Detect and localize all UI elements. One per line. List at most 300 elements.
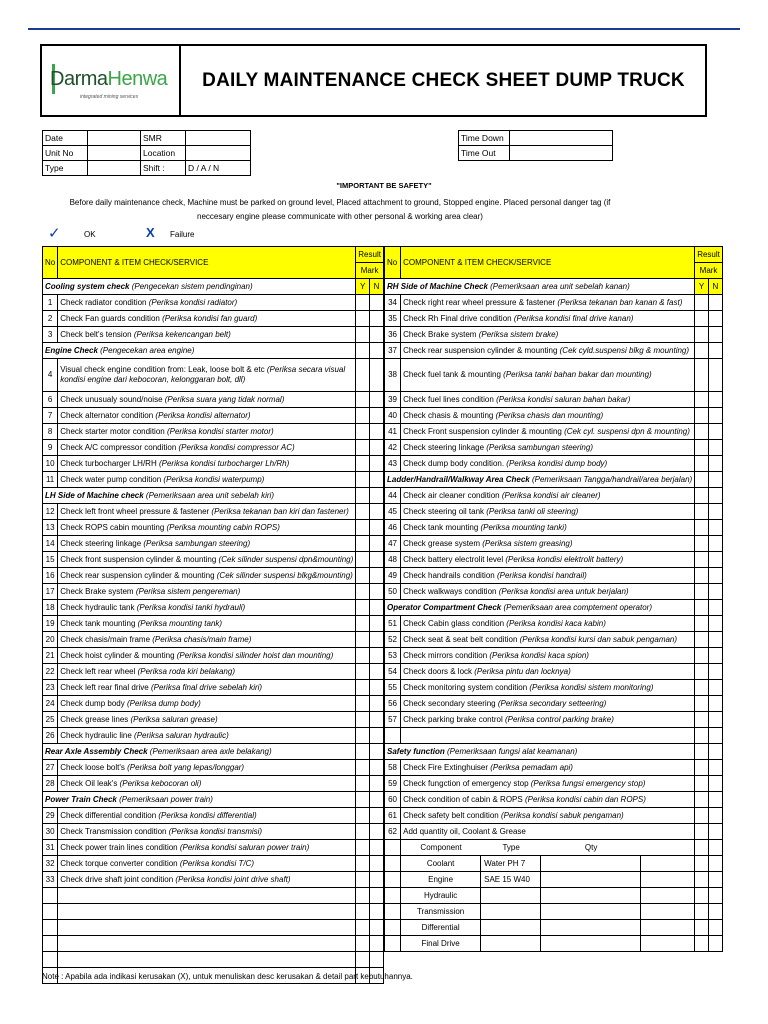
item-description	[58, 472, 356, 488]
mark-n-cell[interactable]	[708, 808, 722, 824]
mark-y-cell[interactable]	[356, 936, 370, 952]
section-translation: (Pemeriksaan area unit sebelah kanan)	[490, 282, 630, 291]
item-number	[43, 952, 58, 968]
mark-n-cell[interactable]	[370, 952, 384, 968]
mark-n-cell[interactable]	[370, 824, 384, 840]
fluid-qty-field[interactable]	[541, 888, 641, 903]
section-row	[385, 600, 723, 616]
item-translation: (Periksa kondisi compressor AC)	[178, 443, 295, 452]
mark-n-cell[interactable]	[708, 632, 722, 648]
mark-y-cell[interactable]	[356, 632, 370, 648]
mark-y-cell[interactable]	[695, 343, 709, 359]
mark-n-cell[interactable]	[370, 744, 384, 760]
item-description	[58, 904, 356, 920]
mark-y-cell[interactable]	[695, 424, 709, 440]
mark-n-cell[interactable]	[708, 552, 722, 568]
item-description	[58, 295, 356, 311]
mark-n-cell[interactable]	[370, 327, 384, 343]
mark-y-cell[interactable]	[695, 888, 709, 904]
mark-n-cell[interactable]	[370, 904, 384, 920]
mark-y-cell[interactable]	[356, 824, 370, 840]
mark-y-cell[interactable]	[356, 744, 370, 760]
mark-n-cell[interactable]	[708, 311, 722, 327]
item-text: Check left rear final drive	[60, 683, 151, 692]
checklist-row	[385, 664, 723, 680]
header-no: No	[43, 247, 58, 279]
mark-n-cell[interactable]	[370, 359, 384, 392]
header-component: COMPONENT & ITEM CHECK/SERVICE	[58, 247, 356, 279]
mark-y-cell[interactable]	[356, 920, 370, 936]
mark-y-cell[interactable]	[356, 488, 370, 504]
mark-n-cell[interactable]	[708, 600, 722, 616]
mark-y-header: Y	[695, 279, 709, 295]
mark-n-cell[interactable]	[370, 311, 384, 327]
info-value-field[interactable]	[186, 131, 251, 146]
mark-y-cell[interactable]	[356, 552, 370, 568]
fluid-type-field[interactable]: Water PH 7	[481, 856, 541, 871]
fluid-type-field[interactable]	[481, 936, 541, 951]
mark-y-cell[interactable]	[356, 456, 370, 472]
item-number: 40	[385, 408, 401, 424]
fluid-row	[385, 888, 723, 904]
mark-n-cell[interactable]	[708, 408, 722, 424]
item-number	[385, 904, 401, 920]
mark-y-cell[interactable]	[356, 856, 370, 872]
checklist-row	[43, 536, 384, 552]
mark-y-cell[interactable]	[695, 712, 709, 728]
checklist-row	[43, 808, 384, 824]
mark-n-cell[interactable]	[708, 824, 722, 840]
checklist-row	[43, 600, 384, 616]
item-number: 6	[43, 392, 58, 408]
mark-y-cell[interactable]	[695, 776, 709, 792]
mark-y-cell[interactable]	[695, 808, 709, 824]
mark-n-cell[interactable]	[370, 712, 384, 728]
fluid-col-component: Component	[420, 843, 462, 852]
item-description	[58, 664, 356, 680]
mark-n-cell[interactable]	[708, 696, 722, 712]
mark-n-cell[interactable]	[708, 424, 722, 440]
mark-n-cell[interactable]	[708, 728, 722, 744]
mark-y-cell[interactable]	[695, 440, 709, 456]
mark-n-cell[interactable]	[708, 888, 722, 904]
item-translation: (Periksa kondisi starter motor)	[166, 427, 274, 436]
mark-y-cell[interactable]	[695, 632, 709, 648]
mark-y-cell[interactable]	[695, 488, 709, 504]
item-number: 24	[43, 696, 58, 712]
mark-y-cell[interactable]	[356, 904, 370, 920]
mark-n-cell[interactable]	[708, 840, 722, 856]
item-translation: (Periksa pintu dan locknya)	[474, 667, 571, 676]
mark-n-cell[interactable]	[370, 408, 384, 424]
mark-n-cell[interactable]	[708, 792, 722, 808]
mark-y-cell[interactable]	[695, 696, 709, 712]
item-text: Check grease system	[403, 539, 483, 548]
mark-y-cell[interactable]	[695, 295, 709, 311]
mark-n-cell[interactable]	[370, 584, 384, 600]
mark-y-cell[interactable]	[695, 680, 709, 696]
mark-n-cell[interactable]	[708, 744, 722, 760]
mark-n-cell[interactable]	[370, 632, 384, 648]
mark-n-cell[interactable]	[370, 600, 384, 616]
mark-y-cell[interactable]	[695, 311, 709, 327]
item-translation: (Periksa sistem pengereman)	[135, 587, 241, 596]
mark-y-cell[interactable]	[695, 616, 709, 632]
mark-y-cell[interactable]	[695, 744, 709, 760]
mark-n-cell[interactable]	[708, 760, 722, 776]
section-row	[385, 279, 723, 295]
item-translation: (Periksa kebocoran oli)	[119, 779, 202, 788]
mark-y-cell[interactable]	[356, 359, 370, 392]
mark-y-cell[interactable]	[695, 536, 709, 552]
mark-n-cell[interactable]	[370, 568, 384, 584]
mark-y-cell[interactable]	[695, 872, 709, 888]
checklist-row	[43, 584, 384, 600]
item-number: 25	[43, 712, 58, 728]
fluid-qty-field[interactable]	[541, 872, 641, 887]
checklist-row	[385, 824, 723, 840]
mark-n-cell[interactable]	[708, 440, 722, 456]
mark-n-cell[interactable]	[708, 520, 722, 536]
mark-y-cell[interactable]	[695, 456, 709, 472]
mark-n-cell[interactable]	[708, 920, 722, 936]
mark-n-cell[interactable]	[370, 616, 384, 632]
mark-n-cell[interactable]	[708, 872, 722, 888]
mark-y-cell[interactable]	[356, 648, 370, 664]
mark-n-cell[interactable]	[370, 536, 384, 552]
mark-n-cell[interactable]	[708, 343, 722, 359]
mark-y-cell[interactable]	[695, 760, 709, 776]
mark-n-cell[interactable]	[370, 392, 384, 408]
mark-y-cell[interactable]	[695, 936, 709, 952]
section-row	[43, 792, 384, 808]
mark-n-cell[interactable]	[708, 568, 722, 584]
mark-n-cell[interactable]	[708, 584, 722, 600]
checklist-row	[385, 295, 723, 311]
mark-n-cell[interactable]	[370, 472, 384, 488]
item-translation: (Periksa kondisi waterpump)	[163, 475, 265, 484]
mark-n-cell[interactable]	[708, 680, 722, 696]
mark-y-cell[interactable]	[356, 696, 370, 712]
item-text: Check grease lines	[60, 715, 131, 724]
mark-n-cell[interactable]	[708, 648, 722, 664]
mark-y-cell[interactable]	[356, 808, 370, 824]
mark-n-cell[interactable]	[370, 920, 384, 936]
mark-y-cell[interactable]	[356, 295, 370, 311]
mark-n-cell[interactable]	[708, 664, 722, 680]
section-row	[43, 279, 384, 295]
item-number	[385, 728, 401, 744]
mark-y-cell[interactable]	[695, 504, 709, 520]
fluid-cells	[401, 856, 695, 872]
mark-n-cell[interactable]	[370, 520, 384, 536]
mark-y-cell[interactable]	[356, 728, 370, 744]
item-text: Check chasis & mounting	[403, 411, 496, 420]
mark-y-cell[interactable]	[695, 792, 709, 808]
mark-n-cell[interactable]	[370, 504, 384, 520]
mark-y-cell[interactable]	[356, 536, 370, 552]
mark-y-cell[interactable]	[356, 840, 370, 856]
item-description	[58, 728, 356, 744]
item-number: 10	[43, 456, 58, 472]
checklist-row	[43, 456, 384, 472]
mark-y-cell[interactable]	[695, 856, 709, 872]
checklist-row	[43, 616, 384, 632]
mark-n-cell[interactable]	[370, 295, 384, 311]
mark-n-cell[interactable]	[370, 440, 384, 456]
item-description	[401, 504, 695, 520]
item-translation: (Periksa secara visual kondisi engine dari kebocoran, kelonggaran bolt, dll)	[60, 365, 346, 384]
fluid-type-field[interactable]	[481, 904, 541, 919]
mark-n-cell[interactable]	[708, 616, 722, 632]
item-translation: (Cek silinder suspensi dpn&mounting)	[218, 555, 354, 564]
mark-n-cell[interactable]	[370, 840, 384, 856]
mark-n-cell[interactable]	[708, 295, 722, 311]
mark-y-cell[interactable]	[695, 824, 709, 840]
item-description	[401, 712, 695, 728]
item-number: 48	[385, 552, 401, 568]
item-translation: (Periksa kondisi differential)	[158, 811, 257, 820]
item-description	[401, 648, 695, 664]
item-number: 26	[43, 728, 58, 744]
item-translation: (Periksa kondisi handrail)	[496, 571, 587, 580]
item-text: Check fungction of emergency stop	[403, 779, 531, 788]
item-translation: (Cek silinder suspensi blkg&mounting)	[216, 571, 353, 580]
fluid-type-field[interactable]	[481, 888, 541, 903]
mark-y-cell[interactable]	[356, 600, 370, 616]
mark-y-cell[interactable]	[695, 327, 709, 343]
checklist-row	[385, 488, 723, 504]
mark-n-cell[interactable]	[370, 664, 384, 680]
fluid-header-row	[385, 840, 723, 856]
item-text: Check fuel tank & mounting	[403, 370, 504, 379]
mark-y-cell[interactable]	[356, 776, 370, 792]
mark-n-cell[interactable]	[708, 488, 722, 504]
mark-n-cell[interactable]	[370, 343, 384, 359]
info-value-field[interactable]: D / A / N	[186, 161, 251, 176]
mark-n-cell[interactable]	[708, 327, 722, 343]
item-number: 15	[43, 552, 58, 568]
mark-n-cell[interactable]	[370, 792, 384, 808]
mark-y-cell[interactable]	[695, 584, 709, 600]
mark-y-cell[interactable]	[356, 408, 370, 424]
item-description	[58, 920, 356, 936]
mark-n-cell[interactable]	[370, 424, 384, 440]
item-number: 35	[385, 311, 401, 327]
item-description	[58, 392, 356, 408]
mark-y-cell[interactable]	[356, 616, 370, 632]
item-number: 58	[385, 760, 401, 776]
header-result: Result	[356, 247, 384, 263]
mark-y-cell[interactable]	[356, 343, 370, 359]
item-translation: (Periksa kondisi transmisi)	[168, 827, 263, 836]
blank-row	[385, 728, 723, 744]
mark-y-cell[interactable]	[695, 920, 709, 936]
mark-y-cell[interactable]	[356, 712, 370, 728]
item-description	[401, 760, 695, 776]
mark-y-cell[interactable]	[695, 552, 709, 568]
mark-n-cell[interactable]	[370, 456, 384, 472]
mark-y-cell[interactable]	[356, 568, 370, 584]
mark-n-cell[interactable]	[708, 456, 722, 472]
fluid-qty-field[interactable]	[541, 856, 641, 871]
mark-n-cell[interactable]	[370, 776, 384, 792]
header-component: COMPONENT & ITEM CHECK/SERVICE	[401, 247, 695, 279]
checklist-row	[385, 568, 723, 584]
item-translation: (Periksa saluran hydraulic)	[134, 731, 229, 740]
header-divider	[179, 46, 181, 115]
item-number: 41	[385, 424, 401, 440]
item-translation: (Periksa sambungan steering)	[486, 443, 593, 452]
fluid-qty-field[interactable]	[541, 936, 641, 951]
mark-n-cell[interactable]	[708, 904, 722, 920]
mark-y-cell[interactable]	[356, 888, 370, 904]
mark-y-cell[interactable]	[695, 359, 709, 392]
item-text: Check tank mounting	[60, 619, 138, 628]
mark-n-cell[interactable]	[708, 504, 722, 520]
mark-n-cell[interactable]	[708, 536, 722, 552]
mark-n-cell[interactable]	[370, 552, 384, 568]
item-translation: (Periksa kekencangan belt)	[133, 330, 231, 339]
item-number: 54	[385, 664, 401, 680]
item-number: 51	[385, 616, 401, 632]
mark-n-cell[interactable]	[370, 488, 384, 504]
item-description	[58, 552, 356, 568]
mark-y-cell[interactable]	[695, 648, 709, 664]
item-text: Check hydraulic line	[60, 731, 135, 740]
mark-n-cell[interactable]	[370, 728, 384, 744]
mark-y-cell[interactable]	[695, 568, 709, 584]
item-number: 29	[43, 808, 58, 824]
item-description	[58, 648, 356, 664]
mark-y-cell[interactable]	[356, 472, 370, 488]
mark-y-cell[interactable]	[356, 440, 370, 456]
mark-y-cell[interactable]	[356, 327, 370, 343]
unit-info-table	[42, 130, 251, 176]
item-text: Check loose bolt's	[60, 763, 128, 772]
fluid-type-field[interactable]	[481, 920, 541, 935]
item-translation: (Periksa secondary setteering)	[497, 699, 607, 708]
checklist-row	[43, 856, 384, 872]
mark-y-cell[interactable]	[356, 520, 370, 536]
mark-y-cell[interactable]	[356, 424, 370, 440]
mark-n-cell[interactable]	[708, 359, 722, 392]
mark-n-cell[interactable]	[708, 712, 722, 728]
item-translation: (Periksa final drive sebelah kiri)	[150, 683, 263, 692]
item-description	[58, 520, 356, 536]
item-text: Check hoist cylinder & mounting	[60, 651, 177, 660]
fluid-qty-field[interactable]	[541, 904, 641, 919]
fluid-type-field[interactable]: SAE 15 W40	[481, 872, 541, 887]
item-number: 28	[43, 776, 58, 792]
item-number: 4	[43, 359, 58, 392]
mark-y-cell[interactable]	[356, 392, 370, 408]
mark-n-cell[interactable]	[708, 856, 722, 872]
section-name: Power Train Check	[45, 795, 120, 804]
mark-y-cell[interactable]	[695, 520, 709, 536]
mark-n-cell[interactable]	[708, 392, 722, 408]
fluid-headers	[401, 840, 695, 856]
mark-n-cell[interactable]	[708, 472, 722, 488]
mark-y-cell[interactable]	[356, 664, 370, 680]
checklist-row	[43, 295, 384, 311]
info-value-field[interactable]	[88, 131, 141, 146]
section-name: Operator Compartment Check	[387, 603, 504, 612]
item-description	[401, 359, 695, 392]
mark-y-cell[interactable]	[695, 840, 709, 856]
item-translation: (Periksa kondisi sabuk pengaman)	[500, 811, 624, 820]
safety-heading: "IMPORTANT BE SAFETY"	[336, 181, 432, 190]
info-label: Unit No	[43, 146, 88, 161]
item-description	[58, 584, 356, 600]
info-value-field[interactable]	[510, 131, 613, 146]
mark-n-cell[interactable]	[708, 936, 722, 952]
item-text: Check steering linkage	[403, 443, 487, 452]
checklist-row	[43, 359, 384, 392]
info-row	[459, 131, 613, 146]
item-text: Check starter motor condition	[60, 427, 167, 436]
info-value-field[interactable]	[88, 146, 141, 161]
mark-y-cell[interactable]	[356, 792, 370, 808]
mark-n-cell[interactable]	[370, 936, 384, 952]
mark-n-cell[interactable]	[370, 808, 384, 824]
mark-n-cell[interactable]	[370, 760, 384, 776]
blank-row	[43, 888, 384, 904]
item-description	[58, 872, 356, 888]
item-description	[58, 616, 356, 632]
mark-n-cell[interactable]	[370, 856, 384, 872]
mark-n-cell[interactable]	[370, 872, 384, 888]
item-description	[401, 584, 695, 600]
mark-n-cell[interactable]	[708, 776, 722, 792]
mark-y-cell[interactable]	[356, 584, 370, 600]
item-text: Check Front suspension cylinder & mounting	[403, 427, 565, 436]
mark-y-cell[interactable]	[695, 904, 709, 920]
mark-y-cell[interactable]	[695, 392, 709, 408]
top-rule	[28, 28, 740, 30]
checklist-row	[385, 776, 723, 792]
mark-y-cell[interactable]	[695, 664, 709, 680]
checklist-row	[385, 456, 723, 472]
mark-y-cell[interactable]	[356, 504, 370, 520]
fluid-cells	[401, 936, 695, 952]
mark-y-cell[interactable]	[356, 311, 370, 327]
info-value-field[interactable]	[186, 146, 251, 161]
mark-y-cell[interactable]	[695, 408, 709, 424]
mark-y-cell[interactable]	[356, 760, 370, 776]
item-number: 61	[385, 808, 401, 824]
mark-y-cell[interactable]	[356, 872, 370, 888]
mark-n-cell[interactable]	[370, 648, 384, 664]
mark-n-cell[interactable]	[370, 888, 384, 904]
mark-y-cell[interactable]	[695, 728, 709, 744]
check-mark-icon: ✓	[48, 225, 61, 242]
section-name: Cooling system check	[45, 282, 132, 291]
mark-n-cell[interactable]	[370, 696, 384, 712]
info-value-field[interactable]	[510, 146, 613, 161]
mark-y-cell[interactable]	[356, 680, 370, 696]
header-row	[385, 247, 723, 263]
item-number: 12	[43, 504, 58, 520]
info-value-field[interactable]	[88, 161, 141, 176]
item-description	[58, 840, 356, 856]
fluid-qty-field[interactable]	[541, 920, 641, 935]
mark-y-cell[interactable]	[695, 472, 709, 488]
mark-n-cell[interactable]	[370, 680, 384, 696]
mark-y-cell[interactable]	[695, 600, 709, 616]
item-number: 46	[385, 520, 401, 536]
mark-y-cell[interactable]	[356, 952, 370, 968]
